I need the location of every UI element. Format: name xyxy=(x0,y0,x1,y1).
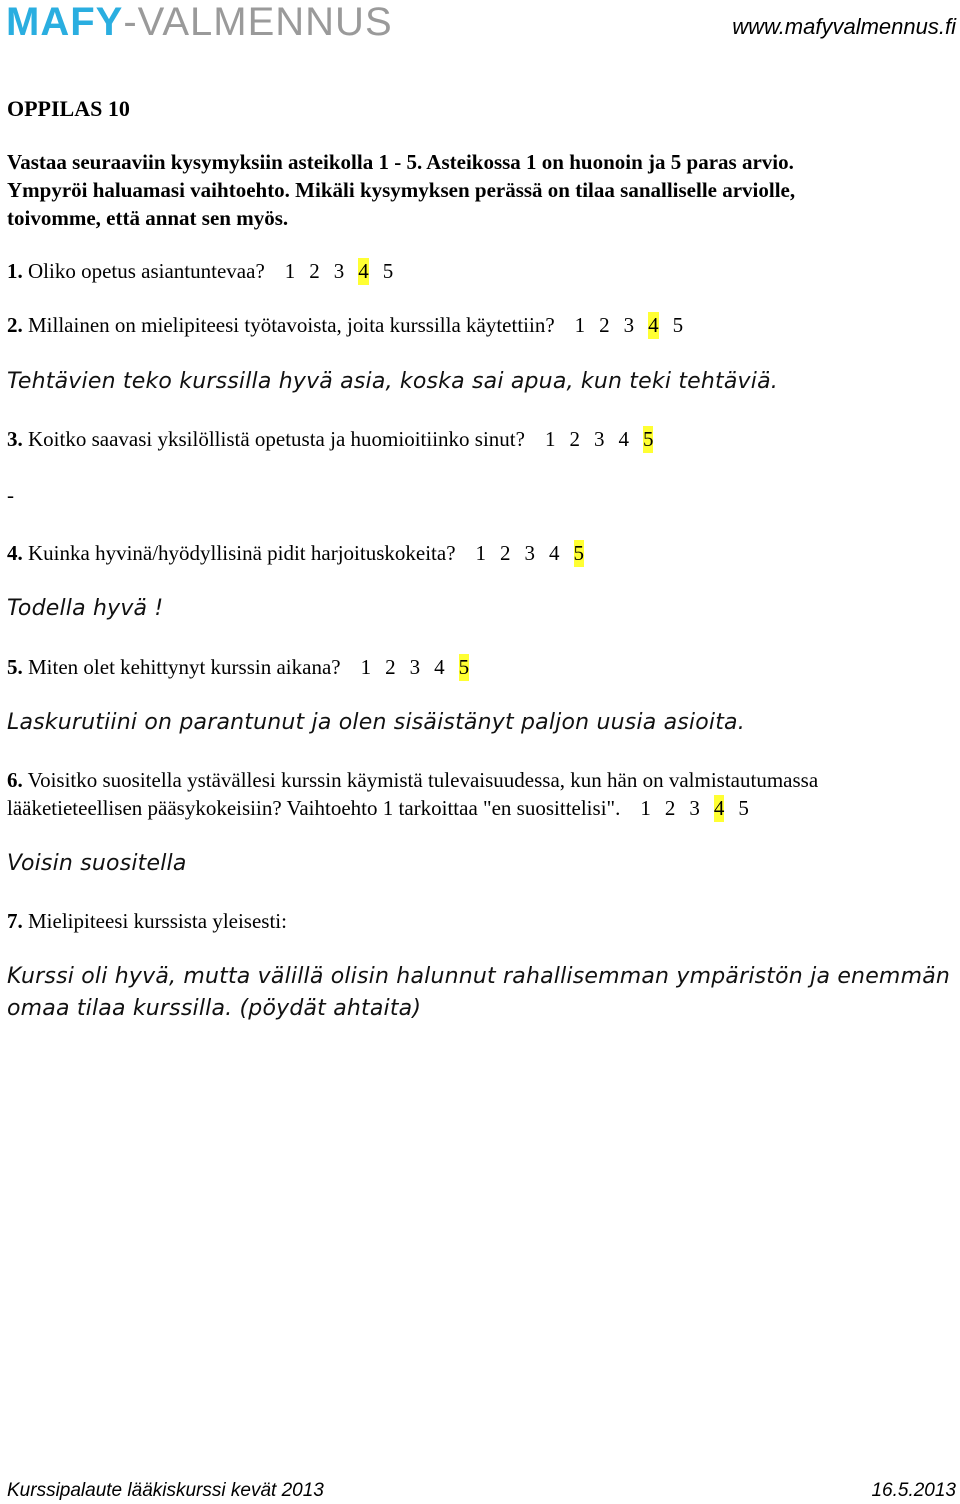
rating-scale xyxy=(271,259,394,283)
question-number: 6. xyxy=(7,768,23,792)
company-logo xyxy=(6,0,393,44)
rating-option-1[interactable]: 1 xyxy=(574,313,586,337)
rating-option-5[interactable]: 5 xyxy=(672,313,684,337)
question-number: 3. xyxy=(7,427,23,451)
question-6-line-2 xyxy=(7,795,749,822)
question-5 xyxy=(7,654,469,681)
question-1 xyxy=(7,258,393,285)
page-title: OPPILAS 10 xyxy=(7,96,130,121)
question-4 xyxy=(7,540,584,567)
rating-option-5[interactable]: 5 xyxy=(738,796,749,820)
question-text: Voisitko suositella ystävällesi kurssin käymistä tulevaisuudessa, kun hän on valmistautumassa xyxy=(22,768,819,792)
rating-option-1[interactable]: 1 xyxy=(360,655,372,679)
rating-option-5[interactable]: 5 xyxy=(382,259,394,283)
rating-option-4[interactable]: 4 xyxy=(549,541,560,565)
answer-5: Laskurutiini on parantunut ja olen sisäistänyt paljon uusia asioita. xyxy=(7,710,745,735)
question-2 xyxy=(7,312,683,339)
answer-6: Voisin suositella xyxy=(7,851,187,876)
question-number: 5. xyxy=(7,655,23,679)
website-url[interactable]: www.mafyvalmennus.fi xyxy=(732,14,956,39)
rating-option-2[interactable]: 2 xyxy=(569,427,580,451)
logo-text-valmennus: -VALMENNUS xyxy=(123,0,393,44)
question-text: Miten olet kehittynyt kurssin aikana? xyxy=(22,655,341,679)
footer-date: 16.5.2013 xyxy=(871,1480,956,1501)
question-number: 2. xyxy=(7,313,23,337)
rating-option-1[interactable]: 1 xyxy=(640,796,651,820)
rating-option-1[interactable]: 1 xyxy=(284,259,296,283)
rating-option-3[interactable]: 3 xyxy=(689,796,700,820)
question-number: 7. xyxy=(7,909,23,933)
rating-scale xyxy=(626,796,749,820)
question-text: Mielipiteesi kurssista yleisesti: xyxy=(22,909,287,933)
rating-option-3[interactable]: 3 xyxy=(409,655,421,679)
rating-option-3[interactable]: 3 xyxy=(524,541,536,565)
rating-option-3[interactable]: 3 xyxy=(593,427,605,451)
question-7 xyxy=(7,908,287,935)
rating-scale xyxy=(531,427,654,451)
rating-option-5[interactable]: 5 xyxy=(573,541,585,565)
rating-option-2[interactable]: 2 xyxy=(664,796,676,820)
instructions-line-2: Ympyröi haluamasi vaihtoehto. Mikäli kysymyksen perässä on tilaa sanalliselle arviolle, xyxy=(7,178,796,202)
answer-7-line-2: omaa tilaa kurssilla. (pöydät ahtaita) xyxy=(7,996,422,1021)
rating-option-4[interactable]: 4 xyxy=(648,313,659,337)
footer-course-name: Kurssipalaute lääkiskurssi kevät 2013 xyxy=(7,1480,324,1501)
question-3 xyxy=(7,426,653,453)
rating-option-3[interactable]: 3 xyxy=(623,313,635,337)
rating-option-2[interactable]: 2 xyxy=(385,655,396,679)
answer-4: Todella hyvä ! xyxy=(7,596,164,621)
question-text: Kuinka hyvinä/hyödyllisinä pidit harjoituskokeita? xyxy=(22,541,456,565)
rating-option-5[interactable]: 5 xyxy=(642,427,654,451)
rating-option-4[interactable]: 4 xyxy=(358,259,369,283)
question-text: lääketieteellisen pääsykokeisiin? Vaihtoehto 1 tarkoittaa "en suosittelisi". xyxy=(7,796,621,820)
answer-7-line-1: Kurssi oli hyvä, mutta välillä olisin halunnut rahallisemman ympäristön ja enemmän xyxy=(7,964,951,989)
rating-option-1[interactable]: 1 xyxy=(475,541,487,565)
question-6-line-1 xyxy=(7,767,818,794)
rating-option-5[interactable]: 5 xyxy=(458,655,470,679)
rating-option-1[interactable]: 1 xyxy=(544,427,556,451)
rating-option-4[interactable]: 4 xyxy=(434,655,445,679)
rating-option-4[interactable]: 4 xyxy=(713,796,725,820)
rating-option-2[interactable]: 2 xyxy=(500,541,511,565)
rating-option-3[interactable]: 3 xyxy=(333,259,345,283)
rating-scale xyxy=(561,313,684,337)
question-text: Koitko saavasi yksilöllistä opetusta ja huomioitiinko sinut? xyxy=(22,427,525,451)
question-number: 1. xyxy=(7,259,23,283)
rating-option-2[interactable]: 2 xyxy=(599,313,610,337)
logo-text-mafy: MAFY xyxy=(6,0,124,44)
instructions-line-3: toivomme, että annat sen myös. xyxy=(7,206,289,230)
answer-2: Tehtävien teko kurssilla hyvä asia, koska sai apua, kun teki tehtäviä. xyxy=(7,369,778,394)
rating-scale xyxy=(347,655,470,679)
rating-scale xyxy=(462,541,585,565)
question-text: Millainen on mielipiteesi työtavoista, joita kurssilla käytettiin? xyxy=(22,313,555,337)
rating-option-2[interactable]: 2 xyxy=(309,259,320,283)
answer-3: - xyxy=(7,483,14,507)
question-number: 4. xyxy=(7,541,23,565)
question-text: Oliko opetus asiantuntevaa? xyxy=(22,259,265,283)
rating-option-4[interactable]: 4 xyxy=(618,427,629,451)
instructions-line-1: Vastaa seuraaviin kysymyksiin asteikolla 1 - 5. Asteikossa 1 on huonoin ja 5 paras arvio. xyxy=(7,150,794,174)
